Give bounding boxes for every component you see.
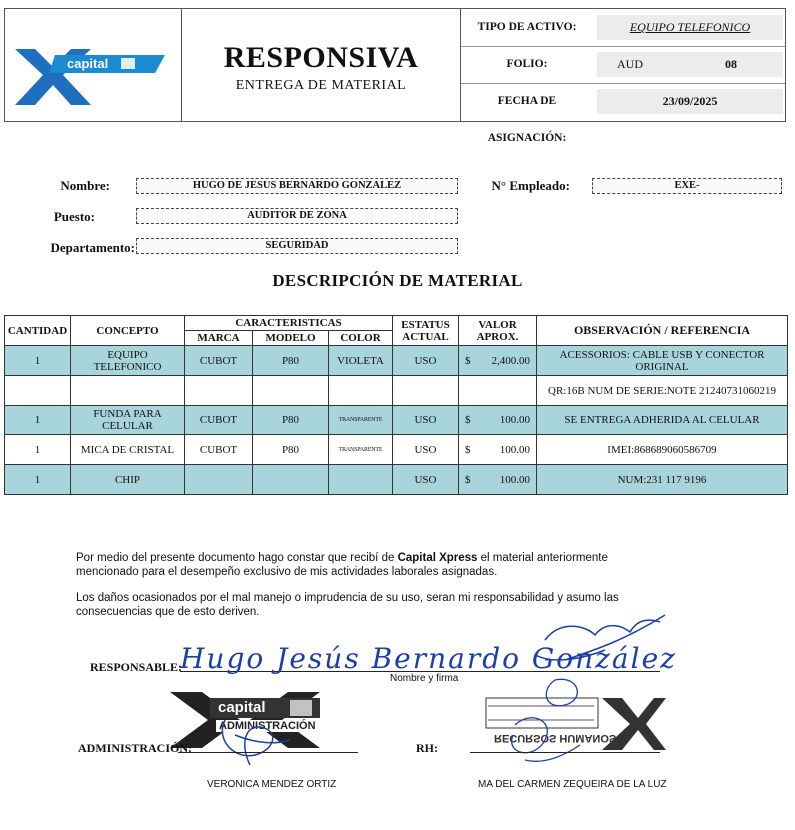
tipo-row [461, 9, 785, 47]
folio-row [461, 46, 785, 84]
cell-observacion: SE ENTREGA ADHERIDA AL CELULAR [537, 406, 788, 435]
header-valor: VALOR APROX. [459, 316, 537, 346]
header-observacion: OBSERVACIÓN / REFERENCIA [537, 316, 788, 346]
nombre-field: HUGO DE JESUS BERNARDO GONZALEZ [136, 178, 458, 194]
document-title: RESPONSIVA [223, 41, 419, 74]
cell-estatus: USO [393, 465, 459, 495]
folio-value [597, 52, 783, 77]
amount: 100.00 [499, 473, 530, 486]
cell-modelo [253, 376, 329, 406]
cell-observacion: NUM:231 117 9196 [537, 465, 788, 495]
admin-label: ADMINISTRACIÓN: [78, 741, 193, 755]
nombre-label: Nombre: [60, 178, 110, 193]
admin-name: VERONICA MENDEZ ORTIZ [207, 779, 337, 790]
company-logo [5, 9, 182, 121]
header-estatus: ESTATUS ACTUAL [393, 316, 459, 346]
cell-color [329, 376, 393, 406]
cell-marca [185, 376, 253, 406]
cell-valor [459, 346, 537, 376]
header-modelo: MODELO [253, 331, 329, 346]
table-row [5, 346, 788, 376]
currency-symbol: $ [465, 414, 471, 426]
cell-marca: CUBOT [185, 435, 253, 465]
table-row [5, 465, 788, 495]
cell-observacion: ACESSORIOS: CABLE USB Y CONECTOR ORIGINAL [537, 346, 788, 376]
cell-cantidad: 1 [5, 406, 71, 435]
cell-marca [185, 465, 253, 495]
header-info [461, 9, 785, 144]
cell-concepto: CHIP [71, 465, 185, 495]
material-table [4, 315, 788, 495]
declaration-post: el material anteriormente mencionado para el desempeño exclusivo de mis actividades laborales asignadas. [76, 552, 608, 578]
fecha-row [461, 83, 785, 144]
rh-line [470, 752, 660, 753]
rh-name: MA DEL CARMEN ZEQUEIRA DE LA LUZ [478, 779, 667, 790]
cell-color [329, 465, 393, 495]
logo-text: capital [67, 56, 109, 71]
folio-prefix: AUD [617, 57, 643, 71]
table-row [5, 376, 788, 406]
cell-modelo: P80 [253, 435, 329, 465]
header-marca: MARCA [185, 331, 253, 346]
document-subtitle: ENTREGA DE MATERIAL [235, 78, 407, 93]
nombre-firma-caption: Nombre y firma [390, 673, 459, 684]
cell-concepto: FUNDA PARA CELULAR [71, 406, 185, 435]
departamento-label: Departamento: [50, 240, 135, 255]
cell-cantidad: 1 [5, 435, 71, 465]
cell-modelo: P80 [253, 406, 329, 435]
cell-observacion: IMEI:868689060586709 [537, 435, 788, 465]
title-block [182, 9, 461, 121]
admin-line [178, 752, 358, 753]
responsable-handwritten-name: Hugo Jesús Bernardo González [180, 642, 677, 675]
rh-stamp-text: RECURSOS HUMANOS [494, 732, 617, 744]
cell-valor [459, 406, 537, 435]
declaration-pre: Por medio del presente documento hago constar que recibí de [76, 552, 398, 564]
cell-estatus: USO [393, 346, 459, 376]
cell-concepto: EQUIPO TELEFONICO [71, 346, 185, 376]
admin-signature-icon [205, 715, 295, 775]
cell-estatus [393, 376, 459, 406]
cell-modelo [253, 465, 329, 495]
cell-valor [459, 465, 537, 495]
cell-cantidad: 1 [5, 465, 71, 495]
responsable-signature-icon [525, 610, 675, 670]
cell-estatus: USO [393, 406, 459, 435]
cell-color: TRANSPARENTE [329, 435, 393, 465]
cell-cantidad [5, 376, 71, 406]
admin-stamp-text: ADMINISTRACIÓN [216, 720, 319, 732]
cell-color: VIOLETA [329, 346, 393, 376]
section-title: DESCRIPCIÓN DE MATERIAL [272, 271, 523, 290]
header-caracteristicas: CARACTERISTICAS [185, 316, 393, 331]
document-header [4, 8, 786, 144]
cell-concepto: MICA DE CRISTAL [71, 435, 185, 465]
amount: 100.00 [499, 443, 530, 456]
cell-valor [459, 435, 537, 465]
cell-valor [459, 376, 537, 406]
cell-concepto [71, 376, 185, 406]
fecha-label: FECHA DE ASIGNACIÓN: [487, 95, 567, 144]
header-color: COLOR [329, 331, 393, 346]
admin-stamp-brand: capital [218, 699, 266, 716]
tipo-value: EQUIPO TELEFONICO [597, 15, 783, 40]
rh-label: RH: [416, 741, 438, 755]
table-row [5, 406, 788, 435]
cell-marca: CUBOT [185, 346, 253, 376]
puesto-field: AUDITOR DE ZONA [136, 208, 458, 224]
cell-color: TRANSPARENTE [329, 406, 393, 435]
cell-estatus: USO [393, 435, 459, 465]
declaration-paragraph [76, 551, 636, 579]
responsable-label: RESPONSABLE: [90, 660, 183, 674]
amount: 2,400.00 [491, 354, 530, 367]
cell-observacion: QR:16B NUM DE SERIE:NOTE 21240731060219 [537, 376, 788, 406]
header-concepto: CONCEPTO [71, 316, 185, 346]
empleado-label: N° Empleado: [491, 178, 570, 193]
currency-symbol: $ [465, 473, 471, 486]
rh-signature-icon [485, 665, 595, 775]
empleado-field: EXE- [592, 178, 782, 194]
cell-modelo: P80 [253, 346, 329, 376]
company-name: Capital Xpress [397, 552, 478, 564]
responsibility-paragraph: Los daños ocasionados por el mal manejo o imprudencia de su uso, seran mi responsabilidad y asumo las consecuencias que de esto deriven. [76, 592, 619, 618]
currency-symbol: $ [465, 354, 471, 367]
folio-label: FOLIO: [506, 58, 548, 70]
folio-number: 08 [725, 57, 737, 71]
amount: 100.00 [499, 414, 530, 426]
puesto-label: Puesto: [53, 209, 95, 224]
cell-marca: CUBOT [185, 406, 253, 435]
tipo-label: TIPO DE ACTIVO: [477, 21, 577, 33]
departamento-field: SEGURIDAD [136, 238, 458, 254]
header-cantidad: CANTIDAD [5, 316, 71, 346]
cell-cantidad: 1 [5, 346, 71, 376]
table-row [5, 435, 788, 465]
currency-symbol: $ [465, 443, 471, 456]
fecha-value: 23/09/2025 [597, 89, 783, 114]
